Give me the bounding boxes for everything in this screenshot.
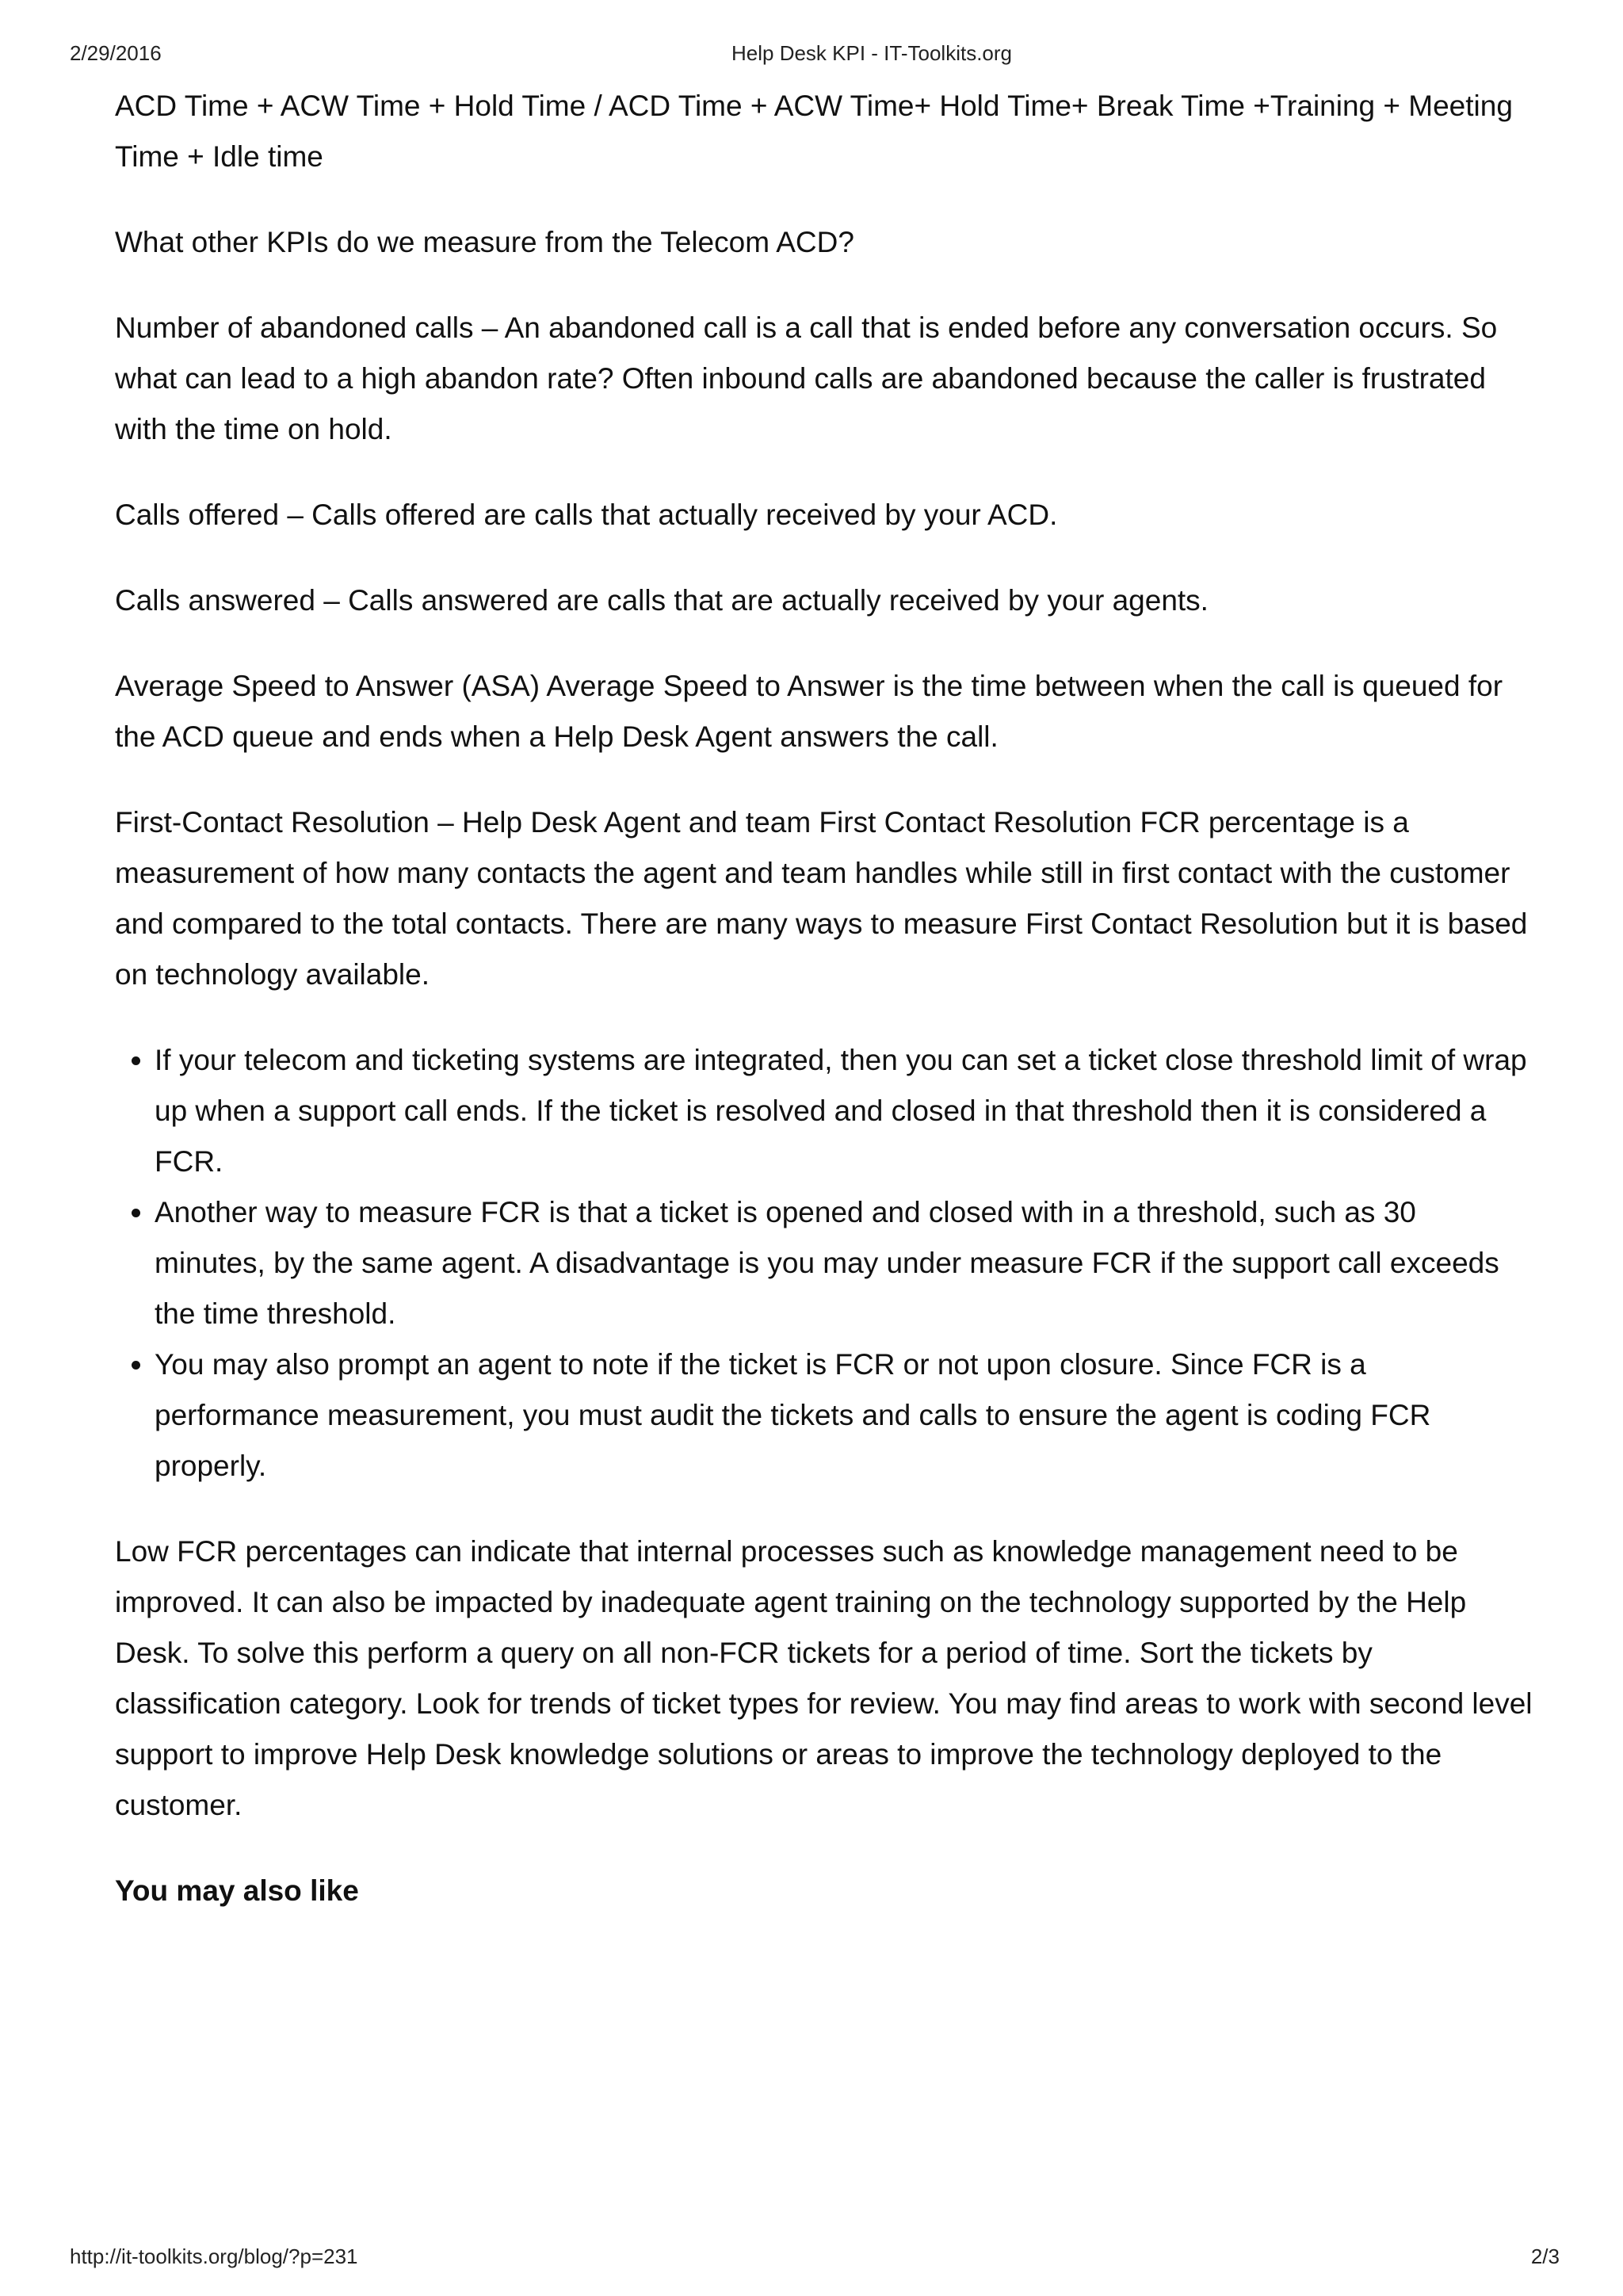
print-header <box>0 41 1623 73</box>
print-date: 2/29/2016 <box>70 41 162 65</box>
low-fcr-paragraph: Low FCR percentages can indicate that internal processes such as knowledge management need to be improved. It can also be impacted by inadequate agent training on the technology supported by the Help Desk. To solve this perform a query on all non-FCR tickets for a period of time. Sort the tickets by classification category. Look for trends of ticket types for review. You may find areas to work with second level support to improve Help Desk knowledge solutions or areas to improve the technology deployed to the customer. <box>115 1535 1533 1821</box>
formula-paragraph: ACD Time + ACW Time + Hold Time / ACD Time + ACW Time+ Hold Time+ Break Time +Training + Meeting Time + Idle time <box>115 90 1513 173</box>
calls-offered-paragraph: Calls offered – Calls offered are calls that actually received by your ACD. <box>115 499 1058 531</box>
print-footer <box>0 2244 1623 2276</box>
list-item: • Another way to measure FCR is that a ticket is opened and closed with in a threshold, such as 30 minutes, by the same agent. A disadvantage is you may under measure FCR if the support call exceeds the time threshold. <box>155 1187 1533 1339</box>
list-item: • You may also prompt an agent to note if the ticket is FCR or not upon closure. Since FCR is a performance measurement, you must audit the tickets and calls to ensure the agent is coding FCR properly. <box>155 1339 1533 1492</box>
question-paragraph: What other KPIs do we measure from the Telecom ACD? <box>115 226 854 258</box>
abandoned-calls-paragraph: Number of abandoned calls – An abandoned call is a call that is ended before any conversation occurs. So what can lead to a high abandon rate? Often inbound calls are abandoned because the caller is frustrated with the time on hold. <box>115 311 1498 445</box>
article-content <box>115 81 1533 1951</box>
list-item: • If your telecom and ticketing systems are integrated, then you can set a ticket close threshold limit of wrap up when a support call ends. If the ticket is resolved and closed in that threshold then it is considered a FCR. <box>155 1035 1533 1187</box>
you-may-also-like-heading: You may also like <box>115 1874 359 1907</box>
page-url: http://it-toolkits.org/blog/?p=231 <box>70 2244 358 2268</box>
page-number: 2/3 <box>1530 2244 1560 2268</box>
calls-answered-paragraph: Calls answered – Calls answered are calls that are actually received by your agents. <box>115 584 1209 617</box>
asa-paragraph: Average Speed to Answer (ASA) Average Speed to Answer is the time between when the call is queued for the ACD queue and ends when a Help Desk Agent answers the call. <box>115 670 1503 753</box>
fcr-paragraph: First-Contact Resolution – Help Desk Agent and team First Contact Resolution FCR percentage is a measurement of how many contacts the agent and team handles while still in first contact with the customer and compared to the total contacts. There are many ways to measure First Contact Resolution but it is based on technology available. <box>115 806 1528 991</box>
fcr-methods-list <box>115 1035 1533 1492</box>
page-title: Help Desk KPI - IT-Toolkits.org <box>731 41 1012 65</box>
